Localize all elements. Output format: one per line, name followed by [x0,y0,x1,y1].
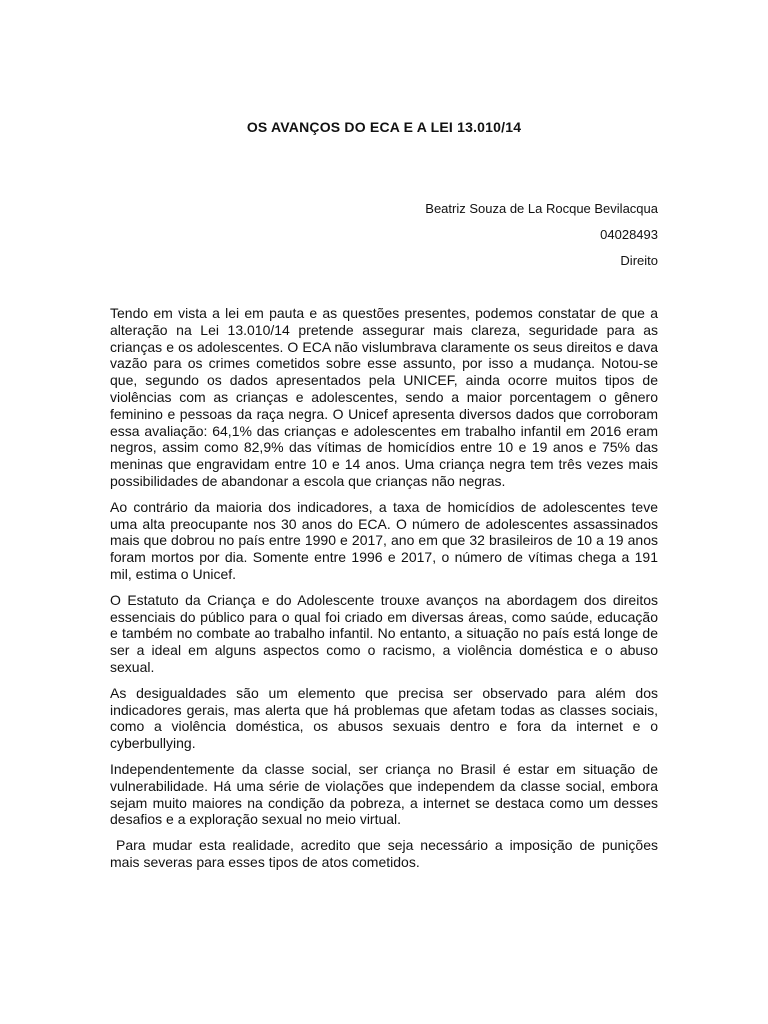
paragraph: Para mudar esta realidade, acredito que seja necessário a imposição de punições mais severas para esses tipos de atos cometidos. [110,837,658,870]
document-body [110,305,658,880]
paragraph: As desigualdades são um elemento que precisa ser observado para além dos indicadores gerais, mas alerta que há problemas que afetam todas as classes sociais, como a violência doméstica, os abusos sexuais dentro e fora da internet e o cyberbullying. [110,684,658,752]
paragraph: Tendo em vista a lei em pauta e as questões presentes, podemos constatar de que a alteração na Lei 13.010/14 pretende assegurar mais clareza, seguridade para as crianças e os adolescentes. O ECA não vislumbrava claramente os seus direitos e dava vazão para os crimes cometidos sobre esse assunto, por isso a mudança. Notou-se que, segundo os dados apresentados pela UNICEF, ainda ocorre muitos tipos de violências com as crianças e adolescentes, sendo a maior porcentagem o gênero feminino e pessoas da raça negra. O Unicef apresenta diversos dados que corroboram essa avaliação: 64,1% das crianças e adolescentes em trabalho infantil em 2016 eram negros, assim como 82,9% das vítimas de homicídios entre 10 e 19 anos e 75% das meninas que engravidam entre 10 e 14 anos. Uma criança negra tem três vezes mais possibilidades de abandonar a escola que crianças não negras. [110,305,658,489]
paragraph: Ao contrário da maioria dos indicadores, a taxa de homicídios de adolescentes teve uma alta preocupante nos 30 anos do ECA. O número de adolescentes assassinados mais que dobrou no país entre 1990 e 2017, ano em que 32 brasileiros de 10 a 19 anos foram mortos por dia. Somente entre 1996 e 2017, o número de vítimas chega a 191 mil, estima o Unicef. [110,498,658,582]
author-course: Direito [620,253,658,268]
author-block [425,196,658,274]
paragraph: Independentemente da classe social, ser criança no Brasil é estar em situação de vulnerabilidade. Há uma série de violações que independem da classe social, embora sejam muito maiores na condição da pobreza, a internet se destaca como um desses desafios e a exploração sexual no meio virtual. [110,760,658,828]
document-title: OS AVANÇOS DO ECA E A LEI 13.010/14 [246,119,522,135]
author-id: 04028493 [600,227,658,242]
author-name: Beatriz Souza de La Rocque Bevilacqua [425,201,658,216]
paragraph: O Estatuto da Criança e do Adolescente trouxe avanços na abordagem dos direitos essenciais do público para o qual foi criado em diversas áreas, como saúde, educação e também no combate ao trabalho infantil. No entanto, a situação no país está longe de ser a ideal em alguns aspectos como o racismo, a violência doméstica e o abuso sexual. [110,591,658,675]
